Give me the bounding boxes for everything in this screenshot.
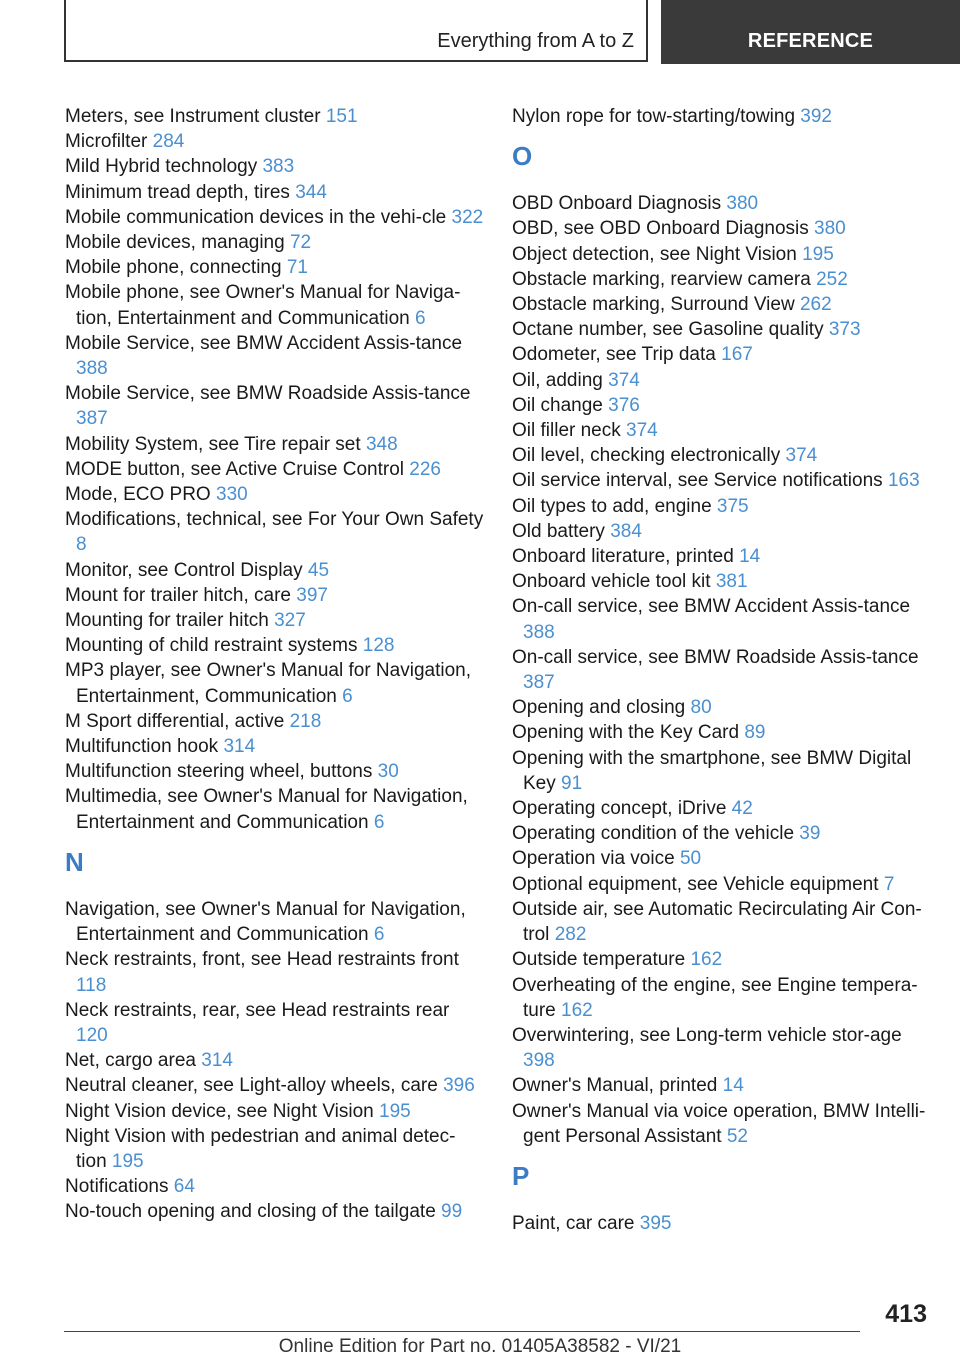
- index-entry-text: Onboard literature, printed: [512, 546, 734, 568]
- index-entry: [65, 947, 485, 997]
- index-entry-text: Paint, car care: [512, 1212, 635, 1234]
- index-entry-text: Monitor, see Control Display: [65, 559, 303, 581]
- index-entry: [512, 267, 937, 292]
- index-entry-text: Neck restraints, rear, see Head restraints rear: [65, 999, 450, 1021]
- index-entry: [65, 331, 485, 381]
- page-reference-link[interactable]: 348: [365, 433, 398, 455]
- index-entry-text: Oil level, checking electronically: [512, 445, 781, 467]
- page-reference-link[interactable]: 387: [76, 408, 108, 430]
- index-entry: [512, 569, 937, 594]
- page-header: [64, 0, 960, 66]
- page-reference-link[interactable]: 195: [379, 1100, 411, 1122]
- page-reference-link[interactable]: 375: [716, 495, 749, 517]
- index-entry: [65, 759, 485, 784]
- index-entry: [512, 342, 937, 367]
- page-reference-link[interactable]: 118: [76, 974, 107, 996]
- page-reference-link[interactable]: 252: [816, 268, 848, 290]
- page-reference-link[interactable]: 89: [744, 722, 766, 744]
- index-entry: [512, 1073, 937, 1098]
- index-entry-text: Net, cargo area: [65, 1050, 196, 1072]
- index-entry: [512, 720, 937, 745]
- index-entry-text: Oil types to add, engine: [512, 495, 712, 517]
- index-entry-text: Octane number, see Gasoline quality: [512, 319, 824, 341]
- page-reference-link[interactable]: 374: [785, 445, 818, 467]
- page-reference-link[interactable]: 30: [377, 761, 399, 783]
- page-reference-link[interactable]: 7: [883, 873, 895, 895]
- index-entry: [512, 544, 937, 569]
- index-entry-text: Mobile Service, see BMW Accident Assis-tance: [65, 332, 463, 354]
- index-entry: [512, 443, 937, 468]
- index-entry-text: Object detection, see Night Vision: [512, 243, 797, 265]
- page-reference-link[interactable]: 392: [800, 106, 832, 127]
- page-reference-link[interactable]: 384: [610, 520, 642, 542]
- index-entry: [65, 205, 485, 230]
- page-reference-link[interactable]: 398: [523, 1050, 555, 1072]
- index-entry: [65, 482, 485, 507]
- index-entry-text: Modifications, technical, see For Your Own Safety: [65, 509, 484, 531]
- page-reference-link[interactable]: 91: [561, 772, 583, 794]
- index-entry-text: Outside air, see Automatic Recirculating Air Con-trol: [512, 898, 922, 946]
- index-entry-text: Operation via voice: [512, 848, 675, 870]
- chapter-title: REFERENCE: [747, 30, 874, 52]
- page-reference-link[interactable]: 151: [325, 106, 358, 127]
- index-entry-text: Owner's Manual via voice operation, BMW Intelli-gent Personal Assistant: [512, 1100, 926, 1147]
- index-entry: [65, 280, 485, 330]
- index-entry-text: Opening with the smartphone, see BMW Digital Key: [512, 747, 912, 794]
- page-reference-link[interactable]: 6: [373, 924, 385, 946]
- index-entry-text: Multifunction steering wheel, buttons: [65, 761, 373, 783]
- edition-footer: Online Edition for Part no. 01405A38582 - VI/21: [278, 1336, 682, 1357]
- page-reference-link[interactable]: 380: [814, 218, 846, 240]
- index-entry-text: Oil filler neck: [512, 420, 621, 442]
- index-entry: [65, 129, 485, 154]
- page-reference-link[interactable]: 45: [307, 559, 330, 581]
- index-entry: [512, 1099, 937, 1149]
- page-reference-link[interactable]: 167: [721, 344, 753, 366]
- index-entry: [65, 897, 485, 947]
- section-title: Everything from A to Z: [437, 30, 634, 52]
- page-reference-link[interactable]: 50: [679, 848, 702, 870]
- index-entry-text: Operating concept, iDrive: [512, 798, 727, 820]
- index-entry-text: Opening with the Key Card: [512, 722, 740, 744]
- index-entry-text: Night Vision with pedestrian and animal detec-tion: [65, 1125, 456, 1172]
- index-entry-text: Mobile phone, connecting: [65, 257, 282, 279]
- index-entry-text: Operating condition of the vehicle: [512, 823, 795, 845]
- page-reference-link[interactable]: 396: [443, 1075, 475, 1097]
- index-entry: [512, 846, 937, 871]
- index-entry-text: Notifications: [65, 1176, 169, 1198]
- page-reference-link[interactable]: 383: [262, 156, 295, 178]
- index-entry-text: Mobile devices, managing: [65, 232, 285, 254]
- page-reference-link[interactable]: 397: [296, 584, 328, 606]
- page-reference-link[interactable]: 314: [223, 736, 256, 758]
- page-reference-link[interactable]: 388: [76, 358, 108, 380]
- page-reference-link[interactable]: 381: [715, 571, 748, 593]
- index-entry: [512, 947, 937, 972]
- page-reference-link[interactable]: 376: [608, 394, 640, 416]
- index-entry: [512, 418, 937, 443]
- index-entry: [512, 104, 937, 129]
- page-reference-link[interactable]: 162: [690, 949, 723, 971]
- index-entry-text: Mobility System, see Tire repair set: [65, 433, 361, 455]
- index-entry-text: Mild Hybrid technology: [65, 156, 258, 178]
- index-entry-text: Opening and closing: [512, 697, 686, 719]
- index-entry-text: Multimedia, see Owner's Manual for Navigation, Entertainment and Communication: [65, 786, 468, 833]
- footer-divider: [64, 1331, 860, 1332]
- index-entry: [512, 519, 937, 544]
- index-entry: [65, 432, 485, 457]
- index-entry: [512, 1211, 937, 1236]
- index-entry-text: On-call service, see BMW Accident Assis-tance: [512, 596, 911, 618]
- index-entry-text: Oil service interval, see Service notifications: [512, 470, 883, 492]
- index-entry-text: MP3 player, see Owner's Manual for Navigation, Entertainment, Communication: [65, 660, 471, 707]
- page-reference-link[interactable]: 6: [373, 811, 385, 833]
- index-entry: [512, 368, 937, 393]
- page-reference-link[interactable]: 374: [626, 420, 658, 442]
- index-entry: [65, 381, 485, 431]
- page-reference-link[interactable]: 64: [173, 1176, 195, 1198]
- page-reference-link[interactable]: 284: [152, 131, 185, 153]
- index-entry-text: M Sport differential, active: [65, 710, 285, 732]
- index-entry: [65, 230, 485, 255]
- index-entry-text: On-call service, see BMW Roadside Assis-tance: [512, 646, 919, 668]
- page-reference-link[interactable]: 195: [802, 243, 834, 265]
- index-entry: [65, 658, 485, 708]
- index-entry: [512, 695, 937, 720]
- index-entry: [65, 734, 485, 759]
- index-entry: [512, 645, 937, 695]
- page-reference-link[interactable]: 387: [523, 672, 555, 694]
- index-entry: [65, 633, 485, 658]
- index-entry-text: Minimum tread depth, tires: [65, 181, 290, 203]
- index-entry-text: Multifunction hook: [65, 736, 219, 758]
- page-reference-link[interactable]: 327: [274, 610, 306, 632]
- index-entry-text: OBD, see OBD Onboard Diagnosis: [512, 218, 809, 240]
- index-entry: [512, 897, 937, 947]
- index-letter-heading: P: [512, 1160, 530, 1191]
- index-entry: [65, 583, 485, 608]
- page-reference-link[interactable]: 80: [690, 697, 712, 719]
- index-entry: [512, 973, 937, 1023]
- index-entry-text: Oil change: [512, 394, 603, 416]
- index-entry-text: Mobile Service, see BMW Roadside Assis-tance: [65, 383, 471, 405]
- index-entry: [512, 468, 937, 493]
- index-entry-text: OBD Onboard Diagnosis: [512, 193, 722, 215]
- index-entry: [512, 393, 937, 418]
- page-reference-link[interactable]: 322: [451, 206, 484, 228]
- index-entry: [65, 1099, 485, 1124]
- index-column-right: [512, 104, 937, 1236]
- page-reference-link[interactable]: 6: [342, 685, 353, 707]
- index-entry: [512, 594, 937, 644]
- index-entry-text: Mobile phone, see Owner's Manual for Naviga-tion, Entertainment and Communication: [65, 282, 461, 329]
- index-entry: [512, 494, 937, 519]
- page-reference-link[interactable]: 374: [608, 369, 640, 391]
- index-column-left: [65, 104, 485, 1225]
- page-reference-link[interactable]: 195: [111, 1150, 144, 1172]
- index-entry-text: Neutral cleaner, see Light-alloy wheels, care: [65, 1075, 438, 1097]
- index-entry: [512, 242, 937, 267]
- index-entry-text: Mode, ECO PRO: [65, 484, 211, 506]
- page-reference-link[interactable]: 388: [523, 621, 555, 643]
- page-reference-link[interactable]: 72: [289, 232, 312, 254]
- index-entry: [65, 154, 485, 179]
- index-entry: [65, 998, 485, 1048]
- page-reference-link[interactable]: 39: [799, 823, 821, 845]
- index-entry: [65, 709, 485, 734]
- page-reference-link[interactable]: 120: [76, 1024, 108, 1046]
- index-entry-text: Old battery: [512, 520, 605, 542]
- page-reference-link[interactable]: 380: [726, 193, 759, 215]
- index-entry: [512, 872, 937, 897]
- index-entry: [65, 608, 485, 633]
- index-entry: [65, 1174, 485, 1199]
- index-entry-text: MODE button, see Active Cruise Control: [65, 458, 404, 480]
- index-entry: [65, 1048, 485, 1073]
- index-entry: [65, 1073, 485, 1098]
- page-reference-link[interactable]: 163: [887, 470, 920, 492]
- index-entry-text: Mounting of child restraint systems: [65, 635, 358, 657]
- page-reference-link[interactable]: 344: [295, 181, 327, 203]
- index-entry-text: Optional equipment, see Vehicle equipment: [512, 873, 879, 895]
- page-reference-link[interactable]: 162: [561, 999, 593, 1021]
- index-entry: [512, 216, 937, 241]
- page-reference-link[interactable]: 8: [76, 534, 87, 556]
- page-reference-link[interactable]: 262: [799, 294, 832, 316]
- index-entry: [512, 317, 937, 342]
- page-reference-link[interactable]: 373: [828, 319, 861, 341]
- index-entry: [512, 796, 937, 821]
- index-entry-text: Odometer, see Trip data: [512, 344, 716, 366]
- index-entry: [512, 1023, 937, 1073]
- index-entry-text: No-touch opening and closing of the tailgate: [65, 1201, 436, 1223]
- index-entry-text: Meters, see Instrument cluster: [65, 106, 321, 127]
- index-entry-text: Neck restraints, front, see Head restraints front: [65, 949, 459, 971]
- index-entry-text: Overheating of the engine, see Engine tempera-ture: [512, 974, 918, 1021]
- index-entry-text: Nylon rope for tow-starting/towing: [512, 106, 796, 127]
- page-number: 413: [885, 1300, 927, 1328]
- index-entry: [65, 784, 485, 834]
- page-reference-link[interactable]: 218: [289, 710, 322, 732]
- index-entry: [65, 457, 485, 482]
- page-reference-link[interactable]: 330: [216, 484, 248, 506]
- page-reference-link[interactable]: 52: [726, 1125, 748, 1147]
- index-entry-text: Obstacle marking, Surround View: [512, 294, 795, 316]
- index-entry-text: Mounting for trailer hitch: [65, 610, 269, 632]
- page-reference-link[interactable]: 99: [441, 1201, 463, 1223]
- index-entry: [65, 1199, 485, 1224]
- index-entry: [65, 180, 485, 205]
- page-reference-link[interactable]: 282: [554, 924, 587, 946]
- page-reference-link[interactable]: 14: [722, 1075, 744, 1097]
- page-reference-link[interactable]: 128: [362, 635, 395, 657]
- page-reference-link[interactable]: 71: [286, 257, 308, 279]
- index-entry-text: Mount for trailer hitch, care: [65, 584, 291, 606]
- index-entry: [512, 821, 937, 846]
- page-reference-link[interactable]: 395: [639, 1212, 672, 1234]
- index-letter-heading: O: [512, 141, 533, 172]
- index-entry: [512, 191, 937, 216]
- index-entry: [65, 507, 485, 557]
- index-entry-text: Onboard vehicle tool kit: [512, 571, 711, 593]
- index-entry-text: Navigation, see Owner's Manual for Navigation, Entertainment and Communication: [65, 898, 466, 946]
- index-entry-text: Oil, adding: [512, 369, 603, 391]
- page-reference-link[interactable]: 226: [409, 458, 441, 480]
- index-entry-text: Mobile communication devices in the vehi-cle: [65, 206, 447, 228]
- index-entry: [512, 292, 937, 317]
- page-reference-link[interactable]: 14: [739, 546, 761, 568]
- index-entry: [65, 255, 485, 280]
- page-reference-link[interactable]: 42: [731, 798, 753, 820]
- index-entry: [65, 558, 485, 583]
- index-entry: [512, 746, 937, 796]
- page-reference-link[interactable]: 6: [415, 307, 426, 329]
- index-entry-text: Microfilter: [65, 131, 148, 153]
- index-entry-text: Overwintering, see Long-term vehicle stor-age: [512, 1024, 902, 1046]
- index-entry-text: Obstacle marking, rearview camera: [512, 268, 811, 290]
- page-reference-link[interactable]: 314: [201, 1050, 233, 1072]
- index-entry-text: Owner's Manual, printed: [512, 1075, 718, 1097]
- index-entry: [65, 1124, 485, 1174]
- index-entry-text: Outside temperature: [512, 949, 686, 971]
- index-entry-text: Night Vision device, see Night Vision: [65, 1100, 374, 1122]
- index-entry: [65, 104, 485, 129]
- chapter-tab: [661, 0, 960, 64]
- index-letter-heading: N: [65, 846, 84, 877]
- section-tab: [64, 0, 648, 62]
